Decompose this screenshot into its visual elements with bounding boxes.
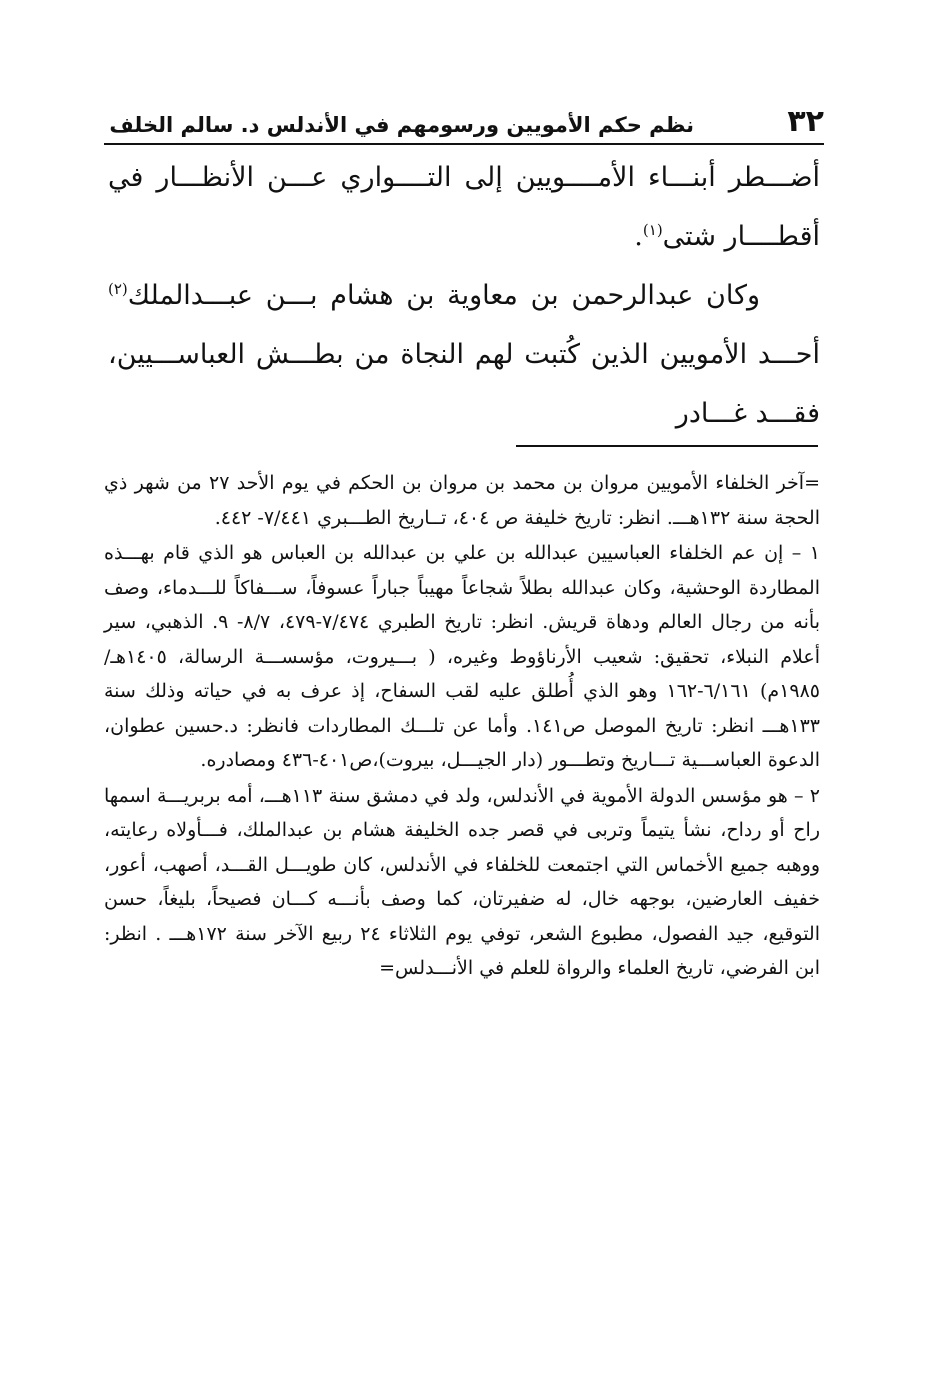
paragraph-text: وكان عبدالرحمن بن معاوية بن هشام بـــن عبـــدالملك (127, 280, 760, 311)
header-rule (104, 143, 824, 145)
footnote-ref: (٢) (108, 280, 128, 298)
footnote: =آخر الخلفاء الأمويين مروان بن محمد بن مروان بن الحكم في يوم الأحد ٢٧ من شهر ذي الحجة سنة ١٣٢هـــ. انظر: تاريخ خليفة ص ٤٠٤، تــاريخ الطـــبري ٧/٤٤١- ٤٤٢. (104, 472, 820, 529)
footnotes (104, 466, 820, 986)
main-paragraph (108, 148, 820, 266)
main-paragraph (108, 266, 820, 443)
footnote-separator (516, 445, 818, 447)
page-header (104, 104, 824, 142)
footnote-ref: (١) (642, 221, 663, 239)
footnote: ١ – إن عم الخلفاء العباسيين عبدالله بن علي بن عبدالله بن العباس هو الذي قام بهـــذه المطاردة الوحشية، وكان عبدالله بطلاً شجاعاً مهيباً جباراً عسوفاً، ســـفاكاً للـــدماء، وصف بأنه من رجال العالم ودهاة قريش. انظر: تاريخ الطبري ٧/٤٧٤-٤٧٩، ٨/٧- ٩. الذهبي، سير أعلام النبلاء، تحقيق: شعيب الأرناؤوط وغيره، ( بـــيروت، مؤسســـة الرسالة، ١٤٠٥هـ/١٩٨٥م) ٦/١٦١-١٦٢ وهو الذي أُطلق عليه لقب السفاح، إذ عرف به في حياته وذلك سنة ١٣٣هـــ انظر: تاريخ الموصل ص١٤١. وأما عن تلـــك المطاردات فانظر: د.حسين عطوان، الدعوة العباســـية تـــاريخ وتطـــور (دار الجيـــل، بيروت)،ص٤٠١-٤٣٦ ومصادره. (104, 542, 821, 771)
main-text (108, 148, 820, 443)
footnote: ٢ – هو مؤسس الدولة الأموية في الأندلس، ولد في دمشق سنة ١١٣هـــ، أمه بربريـــة اسمها راح أو رداح، نشأ يتيماً وتربى في قصر جده الخليفة هشام بن عبدالملك، فـــأولاه رعايته، ووهبه جميع الأخماس التي اجتمعت للخلفاء في الأندلس، كان طويـــل القـــد، أصهب، أعور، خفيف العارضين، بوجهه خال، له ضفيرتان، كما وصف بأنـــه كـــان فصيحاً، بليغاً، حسن التوقيع، جيد الفصول، مطبوع الشعر، توفي يوم الثلاثاء ٢٤ ربيع الآخر سنة ١٧٢هـــ . انظر: ابن الفرضي، تاريخ العلماء والرواة للعلم في الأنـــدلس= (104, 784, 821, 979)
running-title: نظم حكم الأمويين ورسومهم في الأندلس د. سالم الخلف (109, 113, 694, 137)
paragraph-text: أضـــطر أبنـــاء الأمــــويين إلى التــــواري عـــن الأنظـــار في أقطــــار شتى (108, 162, 820, 252)
paragraph-text: أحـــد الأمويين الذين كُتبت لهم النجاة من بطـــش العباســـيين، فقـــد غـــادر (108, 339, 820, 429)
paragraph-end: . (634, 221, 643, 252)
page-number: ٣٢ (787, 104, 824, 139)
